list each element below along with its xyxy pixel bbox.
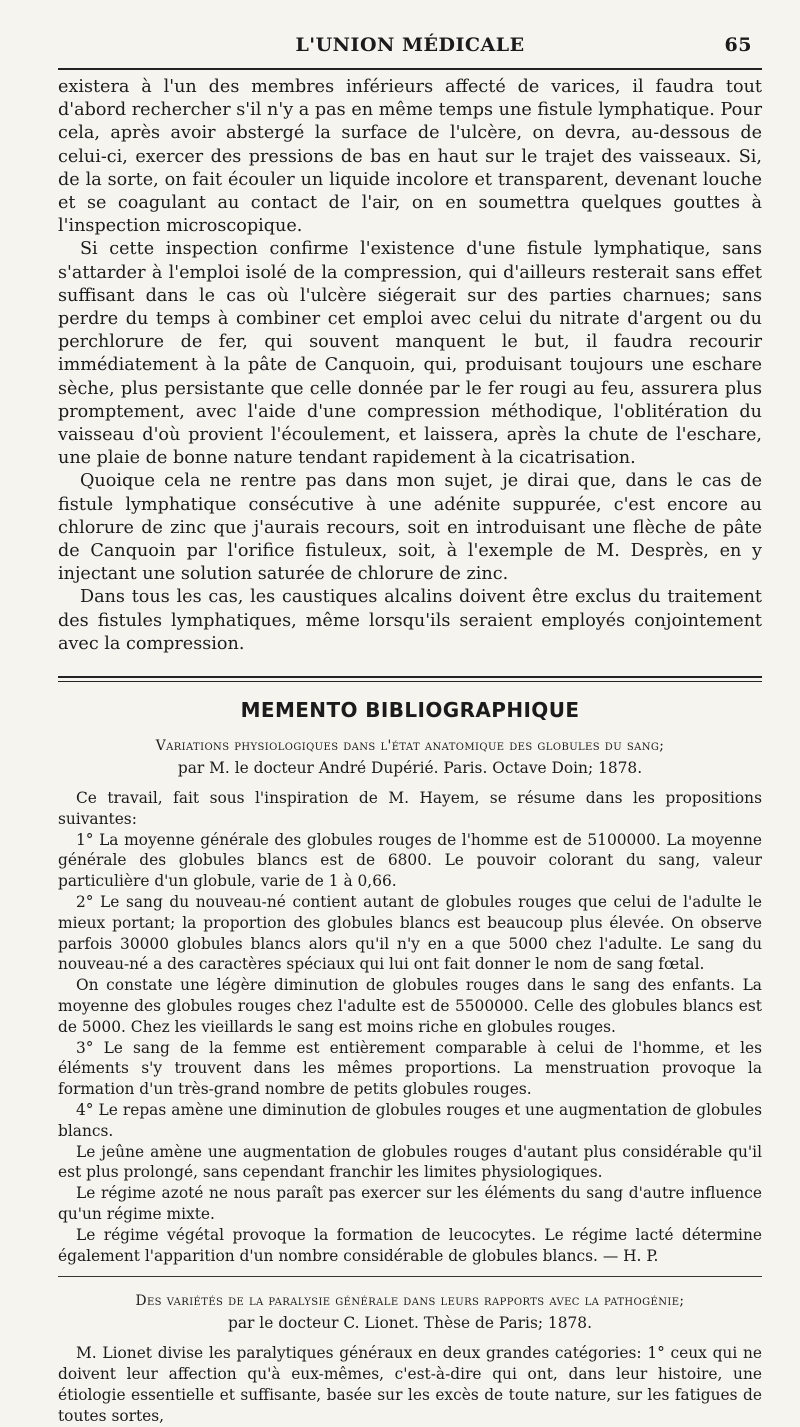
running-header xyxy=(58,28,762,62)
paragraph: Si cette inspection confirme l'existence d'une fistule lymphatique, sans s'attarder à l'emploi isolé de la compression, qui d'ailleurs resterait sans effet suffisant dans le cas où l'ulcère siégerait sur des parties charnues; sans perdre du temps à combiner cet emploi avec celui du nitrate d'argent ou du perchlorure de fer, qui souvent manquent le but, il faudra recourir immédiatement à la pâte de Canquoin, qui, produisant toujours une eschare sèche, plus persistante que celle donnée par le fer rougi au feu, assurera plus promptement, avec l'aide d'une compression méthodique, l'oblitération du vaisseau d'où provient l'écoulement, et laissera, après la chute de l'eschare, une plaie de bonne nature tendant rapidement à la cicatrisation. xyxy=(58,239,762,469)
entry-divider xyxy=(58,1276,762,1277)
review-body xyxy=(58,1343,762,1426)
paragraph: Dans tous les cas, les caustiques alcalins doivent être exclus du traitement des fistules lymphatiques, même lorsqu'ils seraient employés conjointement avec la compression. xyxy=(58,587,762,654)
paragraph: Quoique cela ne rentre pas dans mon sujet, je dirai que, dans le cas de fistule lymphatique consécutive à une adénite suppurée, c'est encore au chlorure de zinc que j'aurais recours, soit en introduisant une flèche de pâte de Canquoin par l'orifice fistuleux, soit, à l'exemple de M. Desprès, en y injectant une solution saturée de chlorure de zinc. xyxy=(58,471,762,585)
paragraph: Le régime azoté ne nous paraît pas exercer sur les éléments du sang d'autre influence qu'un régime mixte. xyxy=(58,1184,762,1224)
paragraph: existera à l'un des membres inférieurs affecté de varices, il faudra tout d'abord rechercher s'il n'y a pas en même temps une fistule lymphatique. Pour cela, après avoir abstergé la surface de l'ulcère, on devra, au-dessous de celui-ci, exercer des pressions de bas en haut sur le trajet des vaisseaux. Si, de la sorte, on fait écouler un liquide incolore et transparent, devenant louche et se coagulant au contact de l'air, on en soumettra quelques gouttes à l'inspection microscopique. xyxy=(58,77,762,237)
review-body xyxy=(58,788,762,1266)
paragraph: 3° Le sang de la femme est entièrement comparable à celui de l'homme, et les éléments s'y trouvent dans les mêmes proportions. La menstruation provoque la formation d'un très-grand nombre de petits globules rouges. xyxy=(58,1038,762,1099)
paragraph: 2° Le sang du nouveau-né contient autant de globules rouges que celui de l'adulte le mieux portant; la proportion des globules blancs est beaucoup plus élevée. On observe parfois 30000 globules blancs alors qu'il n'y en a que 5000 chez l'adulte. Le sang du nouveau-né a des caractères spéciaux qui lui ont fait donner le nom de sang fœtal. xyxy=(58,893,762,974)
review-author: par le docteur C. Lionet. Thèse de Paris; 1878. xyxy=(228,1314,592,1333)
review-author: par M. le docteur André Dupérié. Paris. Octave Doin; 1878. xyxy=(177,759,643,778)
review-title: Des variétés de la paralysie générale dans leurs rapports avec la pathogénie; xyxy=(135,1293,685,1310)
section-title: MEMENTO BIBLIOGRAPHIQUE xyxy=(240,698,580,723)
header-rule xyxy=(58,68,762,70)
section-divider xyxy=(58,676,762,682)
paragraph: M. Lionet divise les paralytiques généraux en deux grandes catégories: 1° ceux qui ne doivent leur affection qu'à eux-mêmes, c'est-à-dire qui ont, dans leur histoire, une étiologie essentielle et suffisante, basée sur les excès de toute nature, sur les fatigues de toutes sortes, xyxy=(58,1344,762,1425)
paragraph: Ce travail, fait sous l'inspiration de M. Hayem, se résume dans les propositions suivantes: xyxy=(58,789,762,828)
paragraph: 1° La moyenne générale des globules rouges de l'homme est de 5100000. La moyenne générale des globules blancs est de 6800. Le pouvoir colorant du sang, valeur particulière d'un globule, varie de 1 à 0,66. xyxy=(58,830,762,891)
paragraph: 4° Le repas amène une diminution de globules rouges et une augmentation de globules blancs. xyxy=(58,1101,762,1140)
paragraph: On constate une légère diminution de globules rouges dans le sang des enfants. La moyenne des globules rouges chez l'adulte est de 5500000. Celle des globules blancs est de 5000. Chez les vieillards le sang est moins riche en globules rouges. xyxy=(58,976,762,1036)
paragraph: Le régime végétal provoque la formation de leucocytes. Le régime lacté détermine également l'apparition d'un nombre considérable de globules blancs. — H. P. xyxy=(58,1225,762,1265)
article-continuation xyxy=(58,76,762,656)
paragraph: Le jeûne amène une augmentation de globules rouges d'autant plus considérable qu'il est plus prolongé, sans cependant franchir les limites physiologiques. xyxy=(58,1142,762,1182)
review-title: Variations physiologiques dans l'état anatomique des globules du sang; xyxy=(155,738,665,755)
journal-title: L'UNION MÉDICALE xyxy=(295,34,525,56)
page-number: 65 xyxy=(724,34,752,56)
